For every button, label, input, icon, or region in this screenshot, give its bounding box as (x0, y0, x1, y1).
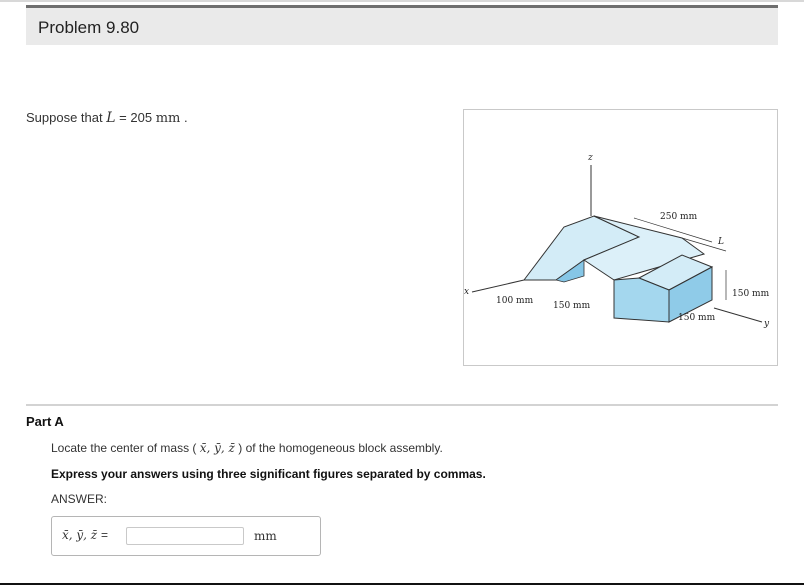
express-instruction: Express your answers using three significant figures separated by commas. (51, 467, 486, 481)
part-a-instruction (51, 441, 443, 455)
z-axis-label: z (588, 153, 593, 163)
dimension-label-150-right: 150 mm (732, 289, 770, 299)
answer-equals: = (100, 528, 108, 542)
statement-equals: = 205 (119, 110, 153, 125)
answer-variable-names: x̄, ȳ, z̄ (62, 528, 98, 542)
dimension-label-L: L (718, 237, 724, 247)
y-axis-label: y (764, 319, 770, 329)
statement-suffix: . (183, 110, 188, 125)
dimension-label-100: 100 mm (496, 296, 534, 306)
dimension-label-150-left: 150 mm (553, 301, 591, 311)
dimension-label-250: 250 mm (660, 212, 698, 222)
problem-title: Problem 9.80 (38, 18, 140, 37)
problem-header (26, 5, 778, 45)
bottom-border (0, 583, 804, 585)
y-axis-line (714, 308, 762, 322)
block-assembly-figure (463, 109, 778, 366)
instruction-suffix: ) of the homogeneous block assembly. (238, 441, 443, 455)
x-axis-line (472, 280, 524, 292)
statement-unit: mm (155, 111, 181, 126)
top-border (0, 0, 804, 2)
answer-unit: mm (254, 529, 277, 543)
answer-input[interactable] (126, 527, 244, 545)
part-a-title: Part A (26, 414, 64, 429)
dimension-label-150-bottom: 150 mm (678, 313, 716, 323)
section-divider (26, 404, 778, 406)
answer-label: ANSWER: (51, 492, 108, 506)
answer-variables (62, 528, 108, 542)
x-axis-label: x (464, 287, 470, 297)
problem-statement (26, 110, 188, 126)
instruction-prefix: Locate the center of mass ( (51, 441, 197, 455)
instruction-variables: x̄, ȳ, z̄ (199, 441, 235, 455)
block-assembly-diagram (464, 110, 779, 367)
statement-prefix: Suppose that (26, 110, 103, 125)
statement-variable: L (106, 110, 116, 126)
answer-box (51, 516, 321, 556)
